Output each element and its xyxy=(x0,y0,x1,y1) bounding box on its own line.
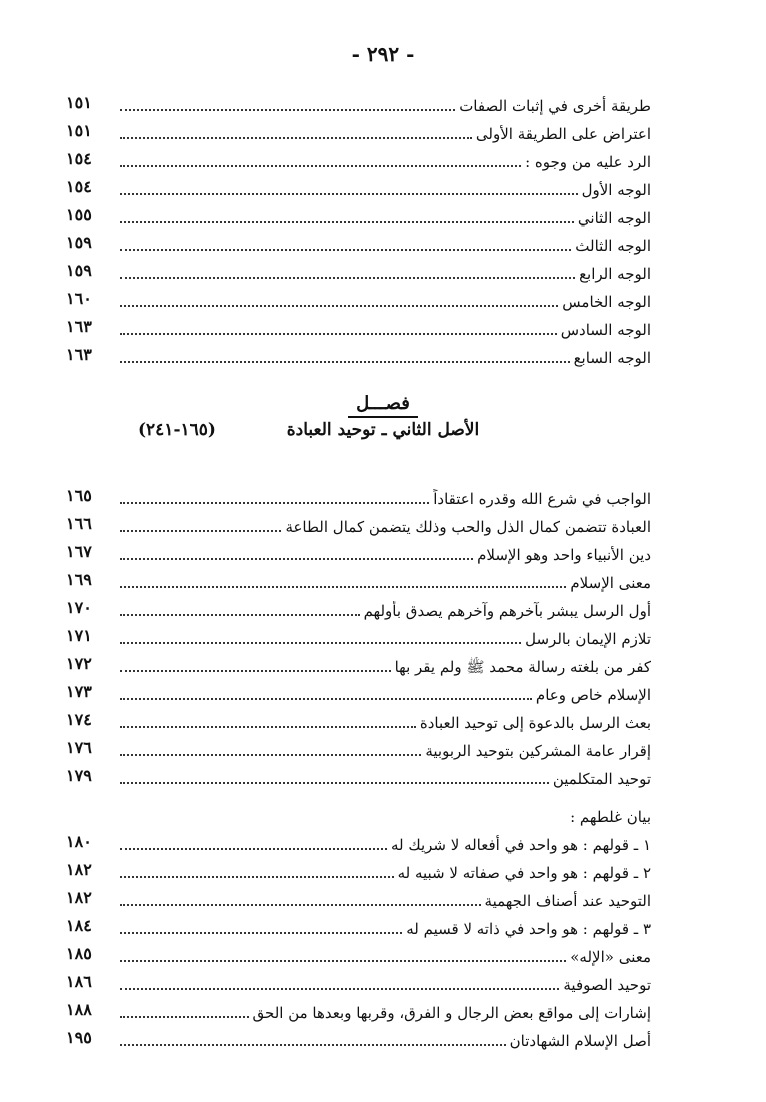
toc-entry-page-number: ١٧٣ xyxy=(66,682,92,701)
toc-entry[interactable] xyxy=(66,733,651,761)
toc-entry[interactable] xyxy=(66,312,651,340)
toc-entry[interactable] xyxy=(66,967,651,995)
toc-entry-page-number: ١٧٠ xyxy=(66,598,92,617)
toc-entry-row xyxy=(116,995,651,1023)
toc-entry[interactable] xyxy=(66,116,651,144)
toc-entry-page-number: ١٩٥ xyxy=(66,1028,92,1047)
toc-entry[interactable] xyxy=(66,827,651,855)
toc-entry-title: إقرار عامة المشركين بتوحيد الربوبية xyxy=(425,742,651,760)
toc-entry-page-number: ١٧٦ xyxy=(66,738,92,757)
toc-leader-dots xyxy=(120,558,473,560)
toc-entry-page-number: ١٦٣ xyxy=(66,317,92,336)
toc-entry-row xyxy=(116,312,651,340)
toc-entry-title: التوحيد عند أصناف الجهمية xyxy=(484,892,651,910)
toc-entry-row xyxy=(116,677,651,705)
toc-entry-title: توحيد الصوفية xyxy=(563,976,651,994)
toc-leader-dots xyxy=(120,1016,249,1018)
section-page-range: (١٦٥-٢٤١) xyxy=(138,420,216,440)
toc-entry-page-number: ١٨٨ xyxy=(66,1000,92,1019)
toc-entry[interactable] xyxy=(66,677,651,705)
toc-entry-row xyxy=(116,621,651,649)
toc-entry-page-number: ١٦٧ xyxy=(66,542,92,561)
toc-entry[interactable] xyxy=(66,911,651,939)
toc-leader-dots xyxy=(120,109,455,111)
section-heading xyxy=(0,393,766,418)
toc-leader-dots xyxy=(120,988,559,990)
toc-entry[interactable] xyxy=(66,256,651,284)
toc-leader-dots xyxy=(120,165,521,167)
toc-entry[interactable] xyxy=(66,284,651,312)
toc-entry[interactable] xyxy=(66,88,651,116)
toc-entry-page-number: ١٦٥ xyxy=(66,486,92,505)
toc-leader-dots xyxy=(120,530,281,532)
toc-entry-page-number: ١٥٤ xyxy=(66,149,92,168)
toc-entry-page-number: ١٥٤ xyxy=(66,177,92,196)
toc-entry-row xyxy=(116,883,651,911)
toc-entry-row xyxy=(116,172,651,200)
toc-entry-page-number: ١٧١ xyxy=(66,626,92,645)
subheading: بيان غلطهم : xyxy=(570,808,651,826)
toc-entry-title: الإسلام خاص وعام xyxy=(535,686,651,704)
toc-entry[interactable] xyxy=(66,995,651,1023)
toc-group-1 xyxy=(66,88,651,368)
toc-entry-page-number: ١٥٩ xyxy=(66,233,92,252)
toc-entry-row xyxy=(116,939,651,967)
toc-entry-title: الوجه الرابع xyxy=(579,265,651,283)
toc-entry[interactable] xyxy=(66,1023,651,1051)
toc-entry-row xyxy=(116,284,651,312)
toc-leader-dots xyxy=(120,698,532,700)
toc-entry-row xyxy=(116,649,651,677)
toc-entry-row xyxy=(116,733,651,761)
toc-leader-dots xyxy=(120,193,578,195)
toc-entry-title: إشارات إلى مواقع بعض الرجال و الفرق، وقربها وبعدها من الحق xyxy=(252,1004,651,1022)
toc-entry-title: ٣ ـ قولهم : هو واحد في ذاته لا قسيم له xyxy=(406,920,651,938)
toc-entry-title: أصل الإسلام الشهادتان xyxy=(509,1032,651,1050)
toc-entry-page-number: ١٥١ xyxy=(66,93,92,112)
toc-entry-title: الواجب في شرع الله وقدره اعتقاداً xyxy=(433,490,651,508)
toc-entry[interactable] xyxy=(66,761,651,789)
toc-entry-page-number: ١٥٥ xyxy=(66,205,92,224)
toc-entry-title: الوجه الأول xyxy=(581,181,651,199)
toc-entry-title: طريقة أخرى في إثبات الصفات xyxy=(459,97,651,115)
toc-entry[interactable] xyxy=(66,228,651,256)
toc-entry-title: الوجه السادس xyxy=(560,321,651,339)
toc-entry-row xyxy=(116,144,651,172)
toc-entry[interactable] xyxy=(66,705,651,733)
toc-entry-row xyxy=(116,200,651,228)
toc-entry[interactable] xyxy=(66,144,651,172)
toc-leader-dots xyxy=(120,249,571,251)
section-title: الأصل الثاني ـ توحيد العبادة xyxy=(286,420,480,440)
toc-leader-dots xyxy=(120,904,481,906)
toc-entry-page-number: ١٧٩ xyxy=(66,766,92,785)
toc-entry-page-number: ١٦٦ xyxy=(66,514,92,533)
toc-leader-dots xyxy=(120,754,421,756)
toc-entry[interactable] xyxy=(66,481,651,509)
toc-leader-dots xyxy=(120,726,416,728)
toc-entry-page-number: ١٨٥ xyxy=(66,944,92,963)
toc-entry[interactable] xyxy=(66,172,651,200)
toc-entry-title: الوجه الثاني xyxy=(577,209,651,227)
toc-entry-title: الرد عليه من وجوه : xyxy=(525,153,651,171)
toc-entry[interactable] xyxy=(66,537,651,565)
toc-entry[interactable] xyxy=(66,649,651,677)
toc-entry-page-number: ١٨٢ xyxy=(66,860,92,879)
toc-entry-row xyxy=(116,911,651,939)
toc-leader-dots xyxy=(120,502,429,504)
toc-entry-page-number: ١٦٣ xyxy=(66,345,92,364)
toc-entry[interactable] xyxy=(66,593,651,621)
toc-entry-row xyxy=(116,116,651,144)
toc-leader-dots xyxy=(120,1044,506,1046)
toc-entry-page-number: ١٥١ xyxy=(66,121,92,140)
toc-entry-row xyxy=(116,967,651,995)
toc-entry[interactable] xyxy=(66,509,651,537)
toc-entry-row xyxy=(116,761,651,789)
toc-leader-dots xyxy=(120,642,521,644)
toc-entry-title: بعث الرسل بالدعوة إلى توحيد العبادة xyxy=(419,714,651,732)
toc-entry-row xyxy=(116,855,651,883)
toc-entry-row xyxy=(116,481,651,509)
toc-entry[interactable] xyxy=(66,855,651,883)
toc-leader-dots xyxy=(120,848,387,850)
toc-entry-page-number: ١٦٩ xyxy=(66,570,92,589)
toc-entry-page-number: ١٦٠ xyxy=(66,289,92,308)
toc-entry-title: الوجه الخامس xyxy=(562,293,651,311)
toc-entry-title: الوجه السابع xyxy=(573,349,651,367)
toc-leader-dots xyxy=(120,277,575,279)
toc-entry[interactable] xyxy=(66,621,651,649)
toc-leader-dots xyxy=(120,305,558,307)
toc-entry-title: معنى الإسلام xyxy=(570,574,651,592)
toc-entry-title: توحيد المتكلمين xyxy=(552,770,651,788)
toc-entry-title: معنى «الإله» xyxy=(570,948,651,966)
toc-leader-dots xyxy=(120,960,566,962)
toc-group-3 xyxy=(66,827,651,1051)
toc-entry[interactable] xyxy=(66,565,651,593)
toc-entry-page-number: ١٨٤ xyxy=(66,916,92,935)
toc-entry-title: أول الرسل يبشر بآخرهم وآخرهم يصدق بأولهم xyxy=(363,602,651,620)
toc-leader-dots xyxy=(120,137,472,139)
toc-entry-row xyxy=(116,340,651,368)
toc-subheading-wrap xyxy=(116,799,651,827)
toc-leader-dots xyxy=(120,876,394,878)
toc-entry-page-number: ١٧٤ xyxy=(66,710,92,729)
toc-entry-row xyxy=(116,705,651,733)
toc-entry-page-number: ١٨٠ xyxy=(66,832,92,851)
toc-entry-row xyxy=(116,593,651,621)
toc-entry-title: كفر من بلغته رسالة محمد ﷺ ولم يقر بها xyxy=(394,658,651,676)
toc-entry-title: العبادة تتضمن كمال الذل والحب وذلك يتضمن كمال الطاعة xyxy=(285,518,651,536)
toc-entry-title: ١ ـ قولهم : هو واحد في أفعاله لا شريك له xyxy=(390,836,651,854)
section-heading-text: فصـــل xyxy=(348,393,418,418)
toc-entry-page-number: ١٨٦ xyxy=(66,972,92,991)
toc-entry-row xyxy=(116,537,651,565)
toc-entry-title: اعتراض على الطريقة الأولى xyxy=(475,125,651,143)
toc-entry-row xyxy=(116,228,651,256)
toc-entry-row xyxy=(116,88,651,116)
toc-entry[interactable] xyxy=(66,340,651,368)
toc-leader-dots xyxy=(120,932,402,934)
toc-entry-title: تلازم الإيمان بالرسل xyxy=(525,630,651,648)
toc-entry-row xyxy=(116,509,651,537)
toc-leader-dots xyxy=(120,333,557,335)
toc-leader-dots xyxy=(120,586,566,588)
toc-entry-title: ٢ ـ قولهم : هو واحد في صفاته لا شبيه له xyxy=(397,864,651,882)
toc-entry-row xyxy=(116,256,651,284)
toc-entry-row xyxy=(116,565,651,593)
toc-group-2 xyxy=(66,481,651,789)
toc-entry-title: دين الأنبياء واحد وهو الإسلام xyxy=(477,546,651,564)
toc-leader-dots xyxy=(120,670,391,672)
toc-entry-row xyxy=(116,827,651,855)
toc-leader-dots xyxy=(120,782,549,784)
toc-entry-row xyxy=(116,1023,651,1051)
toc-entry[interactable] xyxy=(66,200,651,228)
toc-entry[interactable] xyxy=(66,883,651,911)
toc-entry-page-number: ١٧٢ xyxy=(66,654,92,673)
toc-leader-dots xyxy=(120,221,574,223)
toc-leader-dots xyxy=(120,361,570,363)
toc-entry[interactable] xyxy=(66,939,651,967)
toc-entry-title: الوجه الثالث xyxy=(575,237,651,255)
page-number: - ٢٩٢ - xyxy=(351,42,415,66)
toc-entry-page-number: ١٨٢ xyxy=(66,888,92,907)
toc-leader-dots xyxy=(120,614,360,616)
toc-entry-page-number: ١٥٩ xyxy=(66,261,92,280)
